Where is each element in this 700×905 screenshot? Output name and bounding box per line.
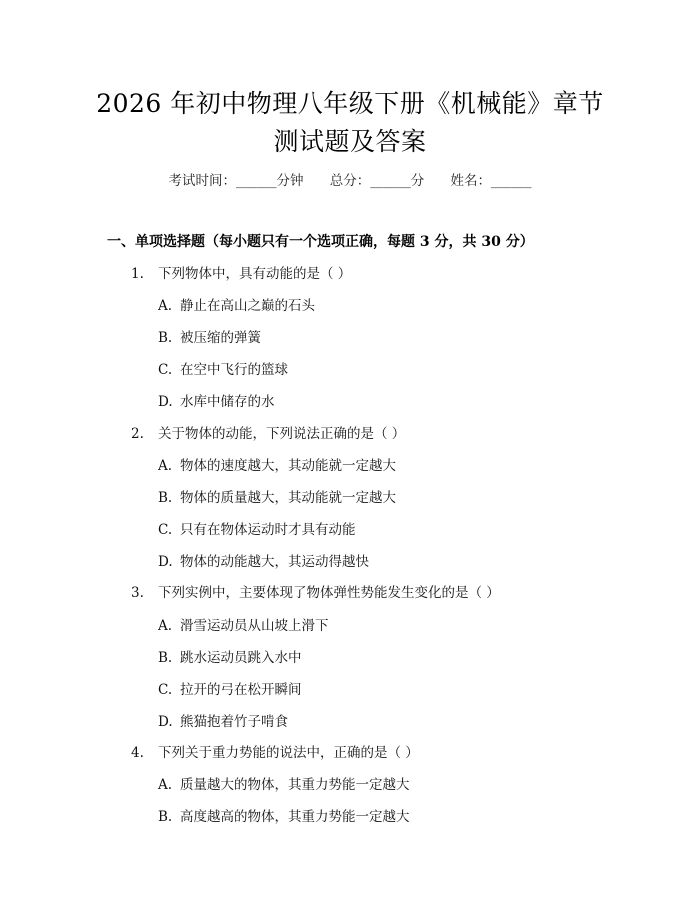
question-2-option-c	[158, 518, 356, 538]
question-4-option-a	[158, 773, 410, 793]
option-text: 跳水运动员跳入水中	[180, 650, 302, 666]
exam-time-label: 考试时间：______分钟	[168, 173, 304, 189]
question-3	[131, 581, 500, 601]
option-text: 高度越高的物体，其重力势能一定越大	[180, 809, 410, 825]
question-text: 关于物体的动能，下列说法正确的是（ ）	[158, 426, 406, 442]
question-3-option-b	[158, 646, 302, 666]
option-text: 质量越大的物体，其重力势能一定越大	[180, 777, 410, 793]
question-number: 4.	[131, 745, 144, 761]
option-letter: D.	[158, 554, 173, 570]
option-letter: D.	[158, 394, 173, 410]
question-1-option-c	[158, 358, 288, 378]
question-2-option-d	[158, 550, 369, 570]
question-3-option-d	[158, 710, 288, 730]
option-letter: B.	[158, 330, 173, 346]
option-text: 物体的质量越大，其动能就一定越大	[180, 490, 396, 506]
option-letter: B.	[158, 809, 173, 825]
option-letter: A.	[158, 298, 173, 314]
option-text: 在空中飞行的篮球	[180, 362, 288, 378]
option-letter: A.	[158, 458, 173, 474]
section-heading: 一、单项选择题（每小题只有一个选项正确，每题 3 分，共 30 分）	[107, 234, 534, 250]
option-letter: C.	[158, 362, 173, 378]
question-4-option-b	[158, 805, 410, 825]
exam-meta	[0, 169, 700, 189]
question-1-option-a	[158, 294, 315, 314]
option-text: 熊猫抱着竹子啃食	[180, 714, 288, 730]
option-text: 静止在高山之巅的石头	[180, 298, 315, 314]
question-1-option-b	[158, 326, 261, 346]
document-title-line-1: 2026 年初中物理八年级下册《机械能》章节	[96, 89, 604, 118]
option-letter: C.	[158, 522, 173, 538]
option-text: 水库中储存的水	[180, 394, 275, 410]
student-name-label: 姓名：______	[450, 173, 532, 189]
question-3-option-a	[158, 614, 329, 634]
question-number: 1.	[131, 266, 144, 282]
option-text: 被压缩的弹簧	[180, 330, 261, 346]
question-1-option-d	[158, 390, 275, 410]
question-text: 下列实例中，主要体现了物体弹性势能发生变化的是（ ）	[158, 585, 500, 601]
question-4	[131, 741, 419, 761]
question-3-option-c	[158, 678, 302, 698]
question-text: 下列物体中，具有动能的是（ ）	[158, 266, 352, 282]
option-text: 物体的速度越大，其动能就一定越大	[180, 458, 396, 474]
option-text: 只有在物体运动时才具有动能	[180, 522, 356, 538]
option-text: 滑雪运动员从山坡上滑下	[180, 618, 329, 634]
question-number: 3.	[131, 585, 144, 601]
option-letter: A.	[158, 618, 173, 634]
question-text: 下列关于重力势能的说法中，正确的是（ ）	[158, 745, 419, 761]
document-title-line-2: 测试题及答案	[273, 127, 427, 156]
option-letter: C.	[158, 682, 173, 698]
option-text: 拉开的弓在松开瞬间	[180, 682, 302, 698]
option-text: 物体的动能越大，其运动得越快	[180, 554, 369, 570]
question-number: 2.	[131, 426, 144, 442]
question-2	[131, 422, 405, 442]
option-letter: D.	[158, 714, 173, 730]
total-score-label: 总分：______分	[329, 173, 425, 189]
question-1	[131, 262, 351, 282]
option-letter: B.	[158, 650, 173, 666]
question-2-option-b	[158, 486, 396, 506]
question-2-option-a	[158, 454, 396, 474]
option-letter: A.	[158, 777, 173, 793]
option-letter: B.	[158, 490, 173, 506]
